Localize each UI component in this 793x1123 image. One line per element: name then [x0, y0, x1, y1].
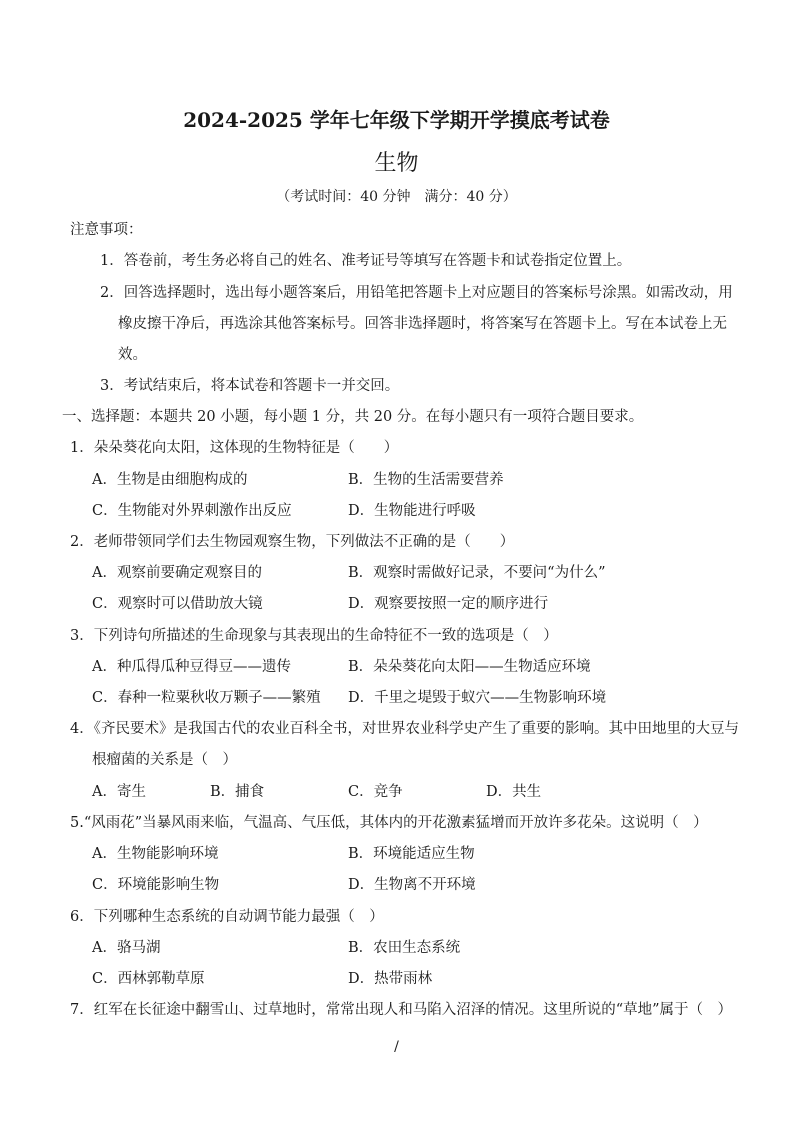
question-1-stem: 1．朵朵葵花向太阳，这体现的生物特征是（ ）: [70, 440, 399, 456]
question-1-option-c: C．生物能对外界刺激作出反应: [92, 503, 292, 519]
question-4-option-b: B．捕食: [210, 784, 265, 800]
question-4-option-a: A．寄生: [92, 784, 146, 800]
question-4-stem-line-1: 4．《齐民要术》是我国古代的农业百科全书，对世界农业科学史产生了重要的影响。其中田地里的大豆与: [70, 721, 739, 737]
notes-heading: 注意事项：: [70, 222, 143, 238]
question-2-option-a: A．观察前要确定观察目的: [92, 565, 262, 581]
question-3-option-a: A．种瓜得瓜种豆得豆——遗传: [92, 659, 291, 675]
question-5-stem: 5.“风雨花”当暴风雨来临，气温高、气压低，其体内的开花激素猛增而开放许多花朵。这说明（ ）: [70, 815, 708, 831]
notes-item-2-line-2: 橡皮擦干净后，再选涂其他答案标号。回答非选择题时，将答案写在答题卡上。写在本试卷上无: [118, 316, 727, 332]
question-6-option-c: C．西林郭勒草原: [92, 971, 205, 987]
question-1-option-a: A．生物是由细胞构成的: [92, 472, 248, 488]
question-3-stem: 3．下列诗句所描述的生命现象与其表现出的生命特征不一致的选项是（ ）: [70, 628, 558, 644]
notes-item-2-line-3: 效。: [118, 347, 147, 363]
question-4-option-d: D．共生: [486, 784, 542, 800]
question-5-option-a: A．生物能影响环境: [92, 846, 219, 862]
question-2-stem: 2．老师带领同学们去生物园观察生物，下列做法不正确的是（ ）: [70, 534, 515, 550]
question-1-option-d: D．生物能进行呼吸: [348, 503, 476, 519]
page-number: /: [394, 1039, 399, 1055]
question-4-option-c: C．竞争: [348, 784, 403, 800]
question-6-stem: 6．下列哪种生态系统的自动调节能力最强（ ）: [70, 909, 384, 925]
question-3-option-d: D．千里之堤毁于蚁穴——生物影响环境: [348, 690, 607, 706]
subject-title: 生物: [374, 151, 419, 176]
question-6-option-b: B．农田生态系统: [348, 940, 461, 956]
exam-time-info: （考试时间：40 分钟 满分：40 分）: [276, 189, 517, 205]
notes-item-1: 1．答卷前，考生务必将自己的姓名、准考证号等填写在答题卡和试卷指定位置上。: [100, 253, 632, 269]
exam-title: 2024-2025 学年七年级下学期开学摸底考试卷: [183, 108, 610, 132]
notes-item-3: 3．考试结束后，将本试卷和答题卡一并交回。: [100, 378, 400, 394]
notes-item-2-line-1: 2．回答选择题时，选出每小题答案后，用铅笔把答题卡上对应题目的答案标号涂黑。如需改动，用: [100, 285, 733, 301]
question-7-stem: 7．红军在长征途中翻雪山、过草地时，常常出现人和马陷入沼泽的情况。这里所说的“草地”属于（ ）: [70, 1002, 733, 1018]
question-5-option-b: B．环境能适应生物: [348, 846, 475, 862]
question-3-option-c: C．春种一粒粟秋收万颗子——繁殖: [92, 690, 321, 706]
question-4-stem-line-2: 根瘤菌的关系是（ ）: [92, 752, 237, 768]
question-2-option-c: C．观察时可以借助放大镜: [92, 596, 263, 612]
question-2-option-b: B．观察时需做好记录，不要问“为什么”: [348, 565, 606, 581]
question-6-option-d: D．热带雨林: [348, 971, 433, 987]
question-1-option-b: B．生物的生活需要营养: [348, 472, 504, 488]
question-2-option-d: D．观察要按照一定的顺序进行: [348, 596, 549, 612]
section-1-heading: 一、选择题：本题共 20 小题，每小题 1 分，共 20 分。在每小题只有一项符合题目要求。: [62, 409, 644, 425]
question-6-option-a: A．骆马湖: [92, 940, 161, 956]
question-3-option-b: B．朵朵葵花向太阳——生物适应环境: [348, 659, 591, 675]
question-5-option-d: D．生物离不开环境: [348, 877, 476, 893]
question-5-option-c: C．环境能影响生物: [92, 877, 220, 893]
